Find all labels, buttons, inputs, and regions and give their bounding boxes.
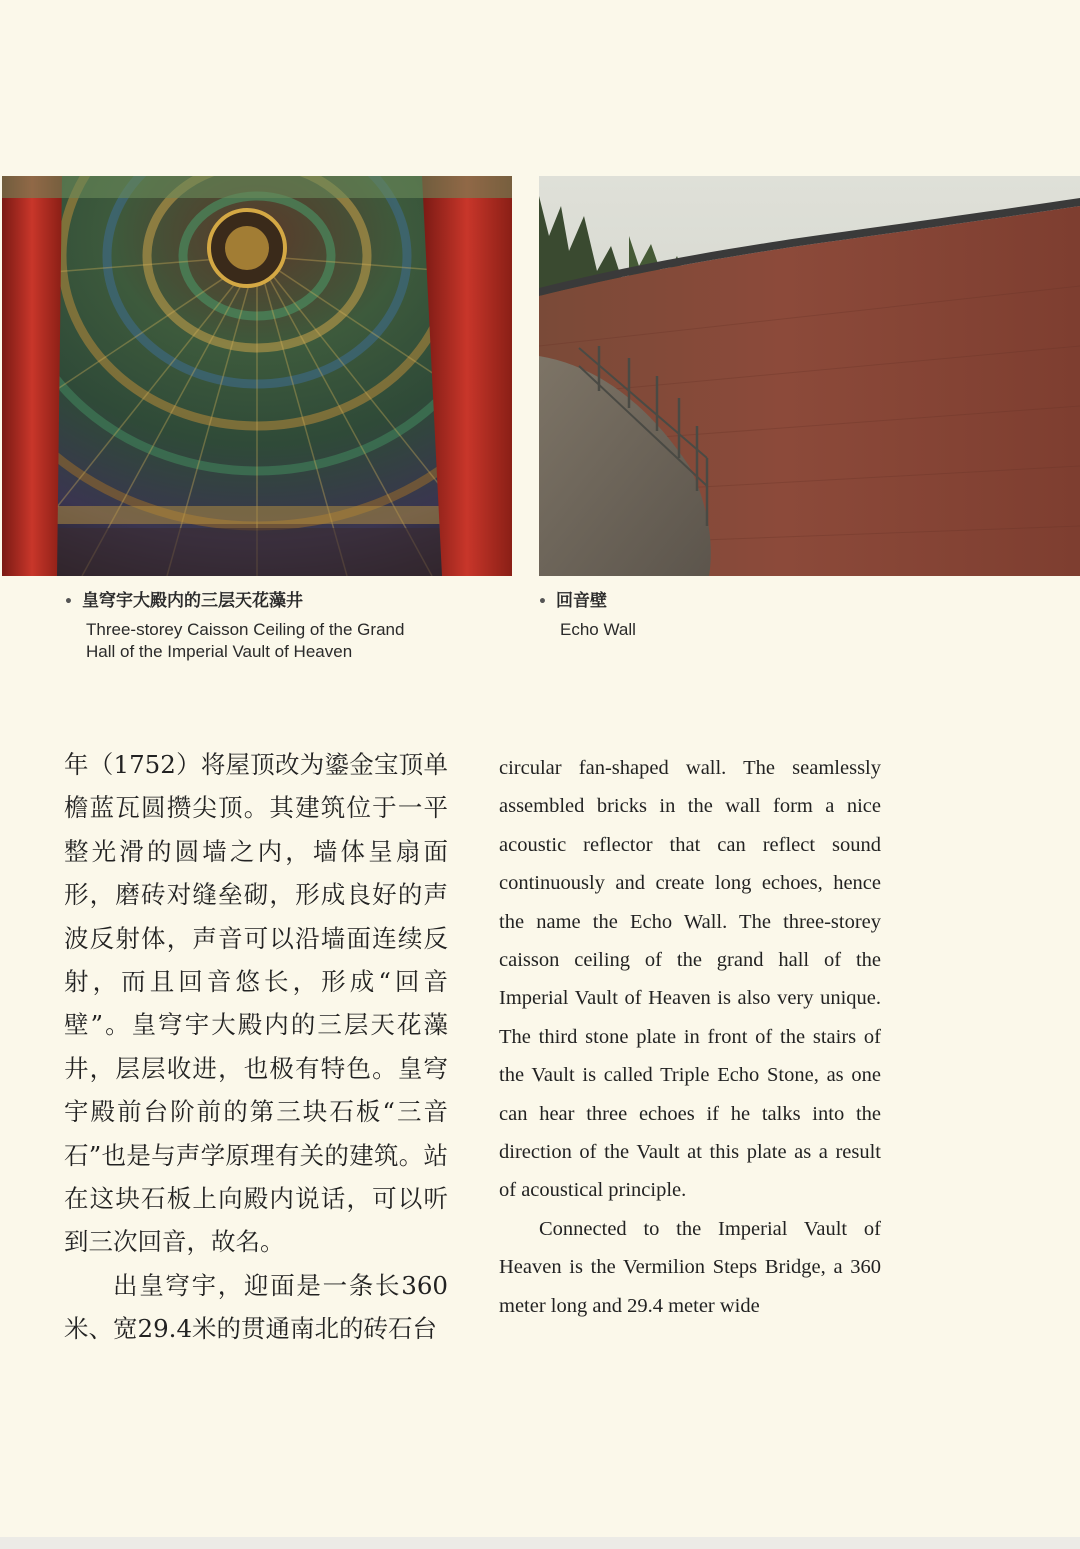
echo-wall-illustration [539, 176, 1080, 576]
caption-bullet: • [538, 594, 547, 610]
caption-english [538, 619, 838, 641]
caption-english-line2: Hall of the Imperial Vault of Heaven [86, 642, 353, 661]
english-paragraph-2: Connected to the Imperial Vault of Heaven is the Vermilion Steps Bridge, a 360 meter long and 29.4 meter wide [499, 1217, 881, 1317]
caption-bullet: • [64, 594, 73, 610]
caption-chinese-text: 回音壁 [556, 591, 607, 611]
caisson-ceiling-photo [2, 176, 512, 576]
caisson-ceiling-caption [64, 588, 494, 663]
english-paragraph-1: circular fan-shaped wall. The seamlessly assembled bricks in the wall form a nice acoustic reflector that can reflect sound continuously and create long echoes, hence the name the Echo Wall. The three-storey caisson ceiling of the grand hall of the Imperial Vault of Heaven is also very unique. The third stone plate in front of the stairs of the Vault is called Triple Echo Stone, as one can hear three echoes if he talks into the direction of the Vault at this plate as a result of acoustical principle. [499, 757, 881, 1202]
echo-wall-photo [539, 176, 1080, 576]
caption-chinese [538, 588, 838, 615]
caption-chinese-text: 皇穹宇大殿内的三层天花藻井 [82, 591, 303, 611]
caption-english-line1: Three-storey Caisson Ceiling of the Grand [86, 620, 405, 639]
echo-wall-caption [538, 588, 838, 641]
caption-english-line1: Echo Wall [560, 620, 636, 639]
english-text-column [499, 749, 881, 1325]
page-bottom-edge [0, 1537, 1080, 1549]
chinese-paragraph-2: 出皇穹宇，迎面是一条长360米、宽29.4米的贯通南北的砖石台 [64, 1270, 448, 1344]
chinese-paragraph-1: 年（1752）将屋顶改为鎏金宝顶单檐蓝瓦圆攒尖顶。其建筑位于一平整光滑的圆墙之内，墙体呈扇面形，磨砖对缝垒砌，形成良好的声波反射体，声音可以沿墙面连续反射，而且回音悠长，形成“回音壁”。皇穹宇大殿内的三层天花藻井，层层收进，也极有特色。皇穹宇殿前台阶前的第三块石板“三音石”也是与声学原理有关的建筑。站在这块石板上向殿内说话，可以听到三次回音，故名。 [64, 750, 448, 1257]
caisson-ceiling-illustration [2, 176, 512, 576]
caption-chinese [64, 588, 494, 615]
caption-english [64, 619, 494, 663]
chinese-text-column [64, 743, 448, 1351]
